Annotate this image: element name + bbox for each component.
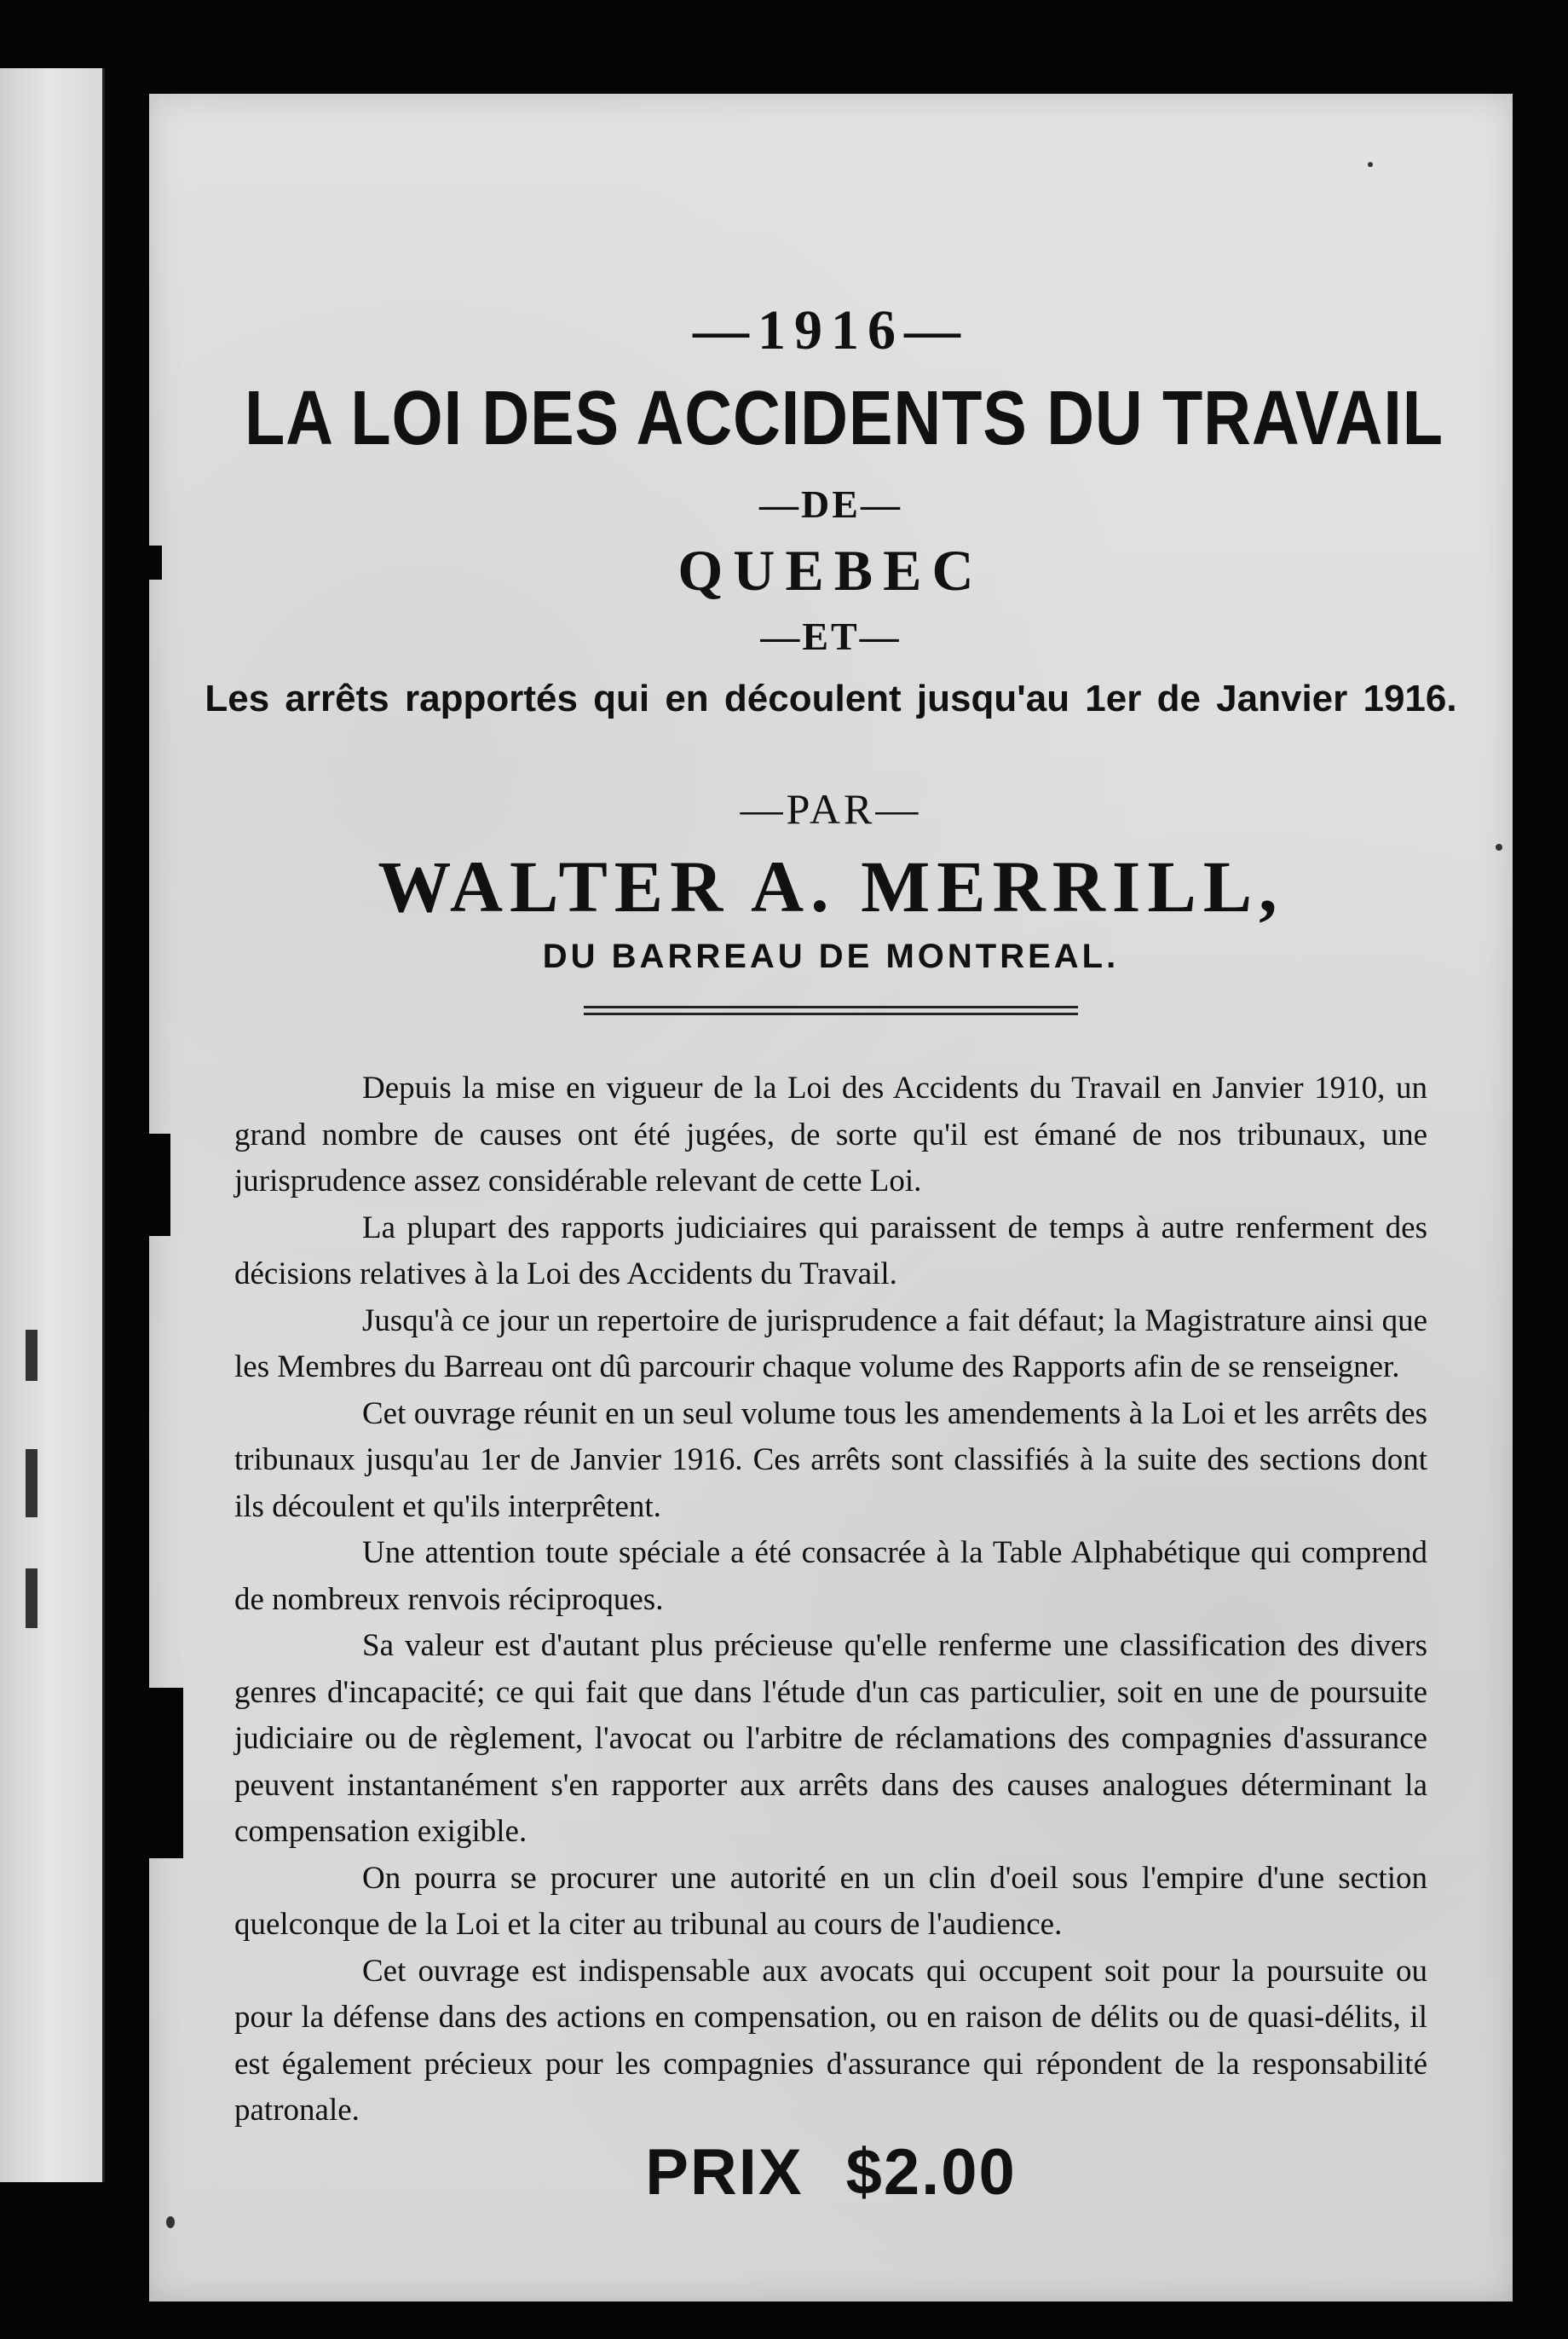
paragraph: Sa valeur est d'autant plus précieuse qu'elle renferme une classification des divers genres d'incapacité; ce qui fait que dans l'étude d'un cas particulier, soit en une de poursuite judiciaire ou de règlement, l'avocat ou l'arbitre de réclamations des compagnies d'assurance peuvent instantanément s'en rapporter aux arrêts dans des causes analogues déterminant la compensation exigible. (234, 1628, 1427, 1849)
paragraph: Cet ouvrage est indispensable aux avocats qui occupent soit pour la poursuite ou pour la défense dans des actions en compensation, ou en raison de délits ou de quasi-délits, il est également précieux pour les compagnies d'assurance qui répondent de la responsabilité patronale. (234, 1953, 1427, 2128)
paper-speck (1368, 162, 1373, 167)
author-affiliation: DU BARREAU DE MONTREAL. (542, 938, 1120, 975)
price-line (149, 2135, 1513, 2209)
connector-et: —ET— (760, 615, 902, 658)
paragraph: Jusqu'à ce jour un repertoire de jurisprudence a fait défaut; la Magistrature ainsi que les Membres du Barreau ont dû parcourir chaque volume des Rapports afin de se renseigner. (234, 1302, 1427, 1384)
paragraph: Depuis la mise en vigueur de la Loi des Accidents du Travail en Janvier 1910, un grand nombre de causes ont été jugées, de sorte qu'il est émané de nos tribunaux, une jurisprudence assez considérable relevant de cette Loi. (234, 1071, 1427, 1198)
paragraph: La plupart des rapports judiciaires qui paraissent de temps à autre renferment des décisions relatives à la Loi des Accidents du Travail. (234, 1210, 1427, 1291)
paragraph: On pourra se procurer une autorité en un clin d'oeil sous l'empire d'une section quelconque de la Loi et la citer au tribunal au cours de l'audience. (234, 1860, 1427, 1942)
subtitle: Les arrêts rapportés qui en découlent jusqu'au 1er de Janvier 1916. (205, 678, 1457, 719)
price-amount: $2.00 (845, 2136, 1017, 2209)
main-title: LA LOI DES ACCIDENTS DU TRAVAIL (245, 376, 1444, 461)
document-page (149, 94, 1513, 2301)
connector-par: —PAR— (740, 785, 922, 833)
spine-mark (26, 1449, 37, 1517)
author-name: WALTER A. MERRILL, (378, 846, 1284, 927)
price-label: PRIX (645, 2136, 804, 2209)
paper-speck (1496, 844, 1502, 851)
torn-edge (136, 1134, 170, 1236)
province-heading: QUEBEC (677, 538, 984, 603)
torn-edge (136, 546, 162, 580)
connector-de: —DE— (759, 482, 902, 526)
spine-mark (26, 1330, 37, 1381)
body-text (234, 1066, 1427, 2134)
paragraph: Cet ouvrage réunit en un seul volume tous les amendements à la Loi et les arrêts des tribunaux jusqu'au 1er de Janvier 1916. Ces arrêts sont classifiés à la suite des sections dont ils découlent et qu'ils interprêtent. (234, 1395, 1427, 1524)
year-heading: —1916— (693, 299, 969, 361)
adjacent-page-edge (0, 68, 105, 2182)
torn-edge (136, 1688, 183, 1858)
spine-mark (26, 1568, 37, 1628)
paragraph: Une attention toute spéciale a été consacrée à la Table Alphabétique qui comprend de nombreux renvois réciproques. (234, 1535, 1427, 1617)
double-rule-divider (584, 1006, 1078, 1015)
paper-speck (166, 2216, 175, 2228)
